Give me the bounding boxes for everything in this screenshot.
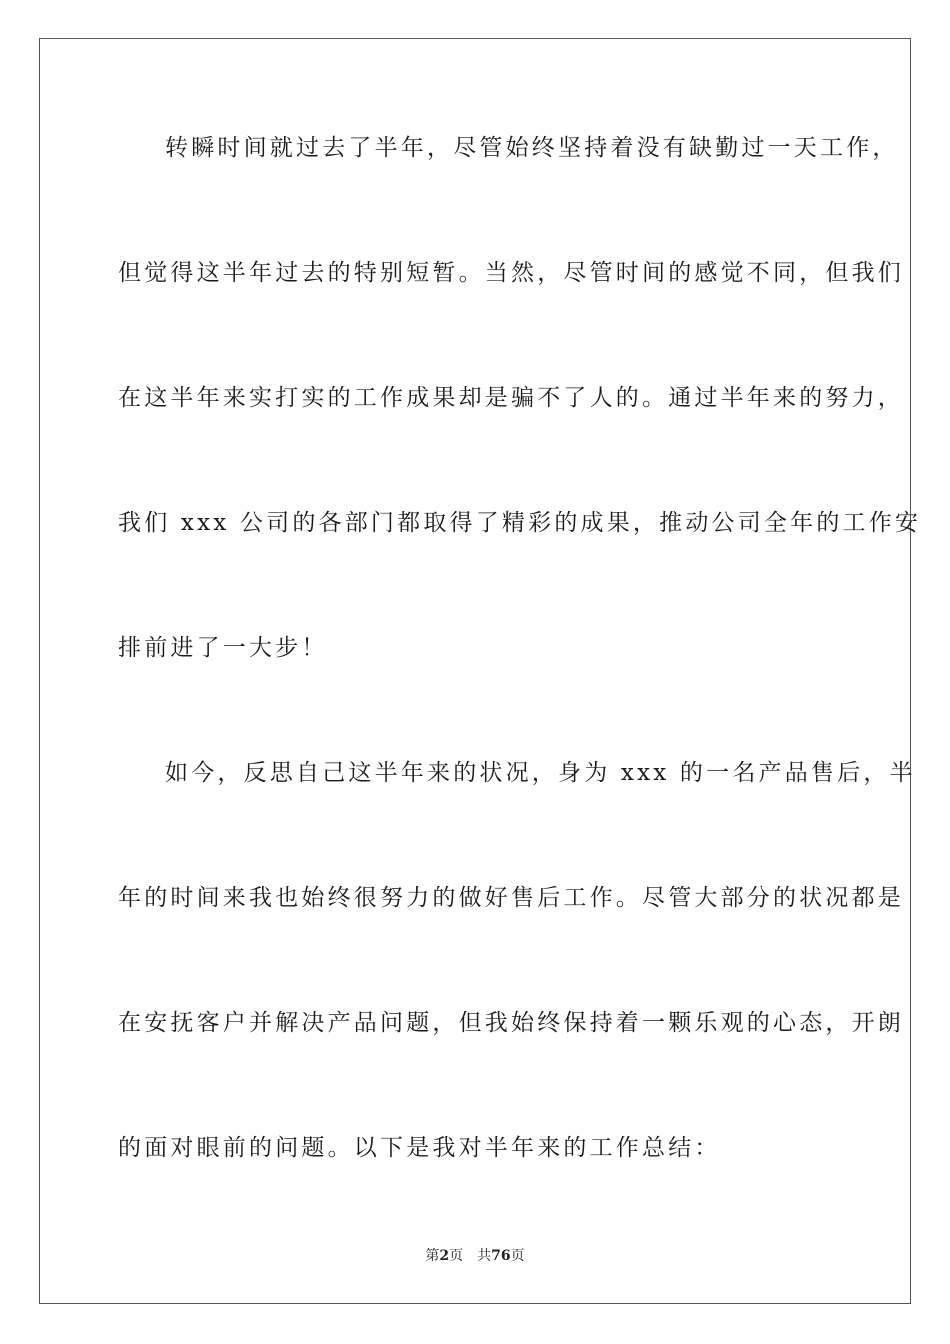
paragraph-2-line-1: 如今，反思自己这半年来的状况，身为 xxx 的一名产品售后，半: [165, 760, 916, 786]
paragraph-1-line-4: 我们 xxx 公司的各部门都取得了精彩的成果，推动公司全年的工作安: [118, 510, 922, 536]
total-page-count: 76: [491, 1248, 511, 1264]
paragraph-2-line-2: 年的时间来我也始终很努力的做好售后工作。尽管大部分的状况都是: [118, 885, 904, 911]
current-page-number: 2: [439, 1248, 450, 1264]
paragraph-2-line-4: 的面对眼前的问题。以下是我对半年来的工作总结：: [118, 1135, 721, 1161]
footer-page-unit: 页: [449, 1248, 464, 1264]
footer-prefix: 第: [425, 1248, 440, 1264]
paragraph-1-line-3: 在这半年来实打实的工作成果却是骗不了人的。通过半年来的努力，: [118, 385, 904, 411]
paragraph-2-line-3: 在安抚客户并解决产品问题，但我始终保持着一颗乐观的心态，开朗: [118, 1010, 904, 1036]
footer-total-unit: 页: [510, 1248, 525, 1264]
paragraph-1-line-2: 但觉得这半年过去的特别短暂。当然，尽管时间的感觉不同，但我们: [118, 260, 904, 286]
page-number-footer: [0, 1246, 950, 1266]
page-border: [39, 38, 911, 1304]
paragraph-1-line-5: 排前进了一大步！: [118, 635, 328, 661]
paragraph-1-line-1: 转瞬时间就过去了半年，尽管始终坚持着没有缺勤过一天工作，: [165, 135, 899, 161]
footer-total-prefix: 共: [477, 1248, 492, 1264]
